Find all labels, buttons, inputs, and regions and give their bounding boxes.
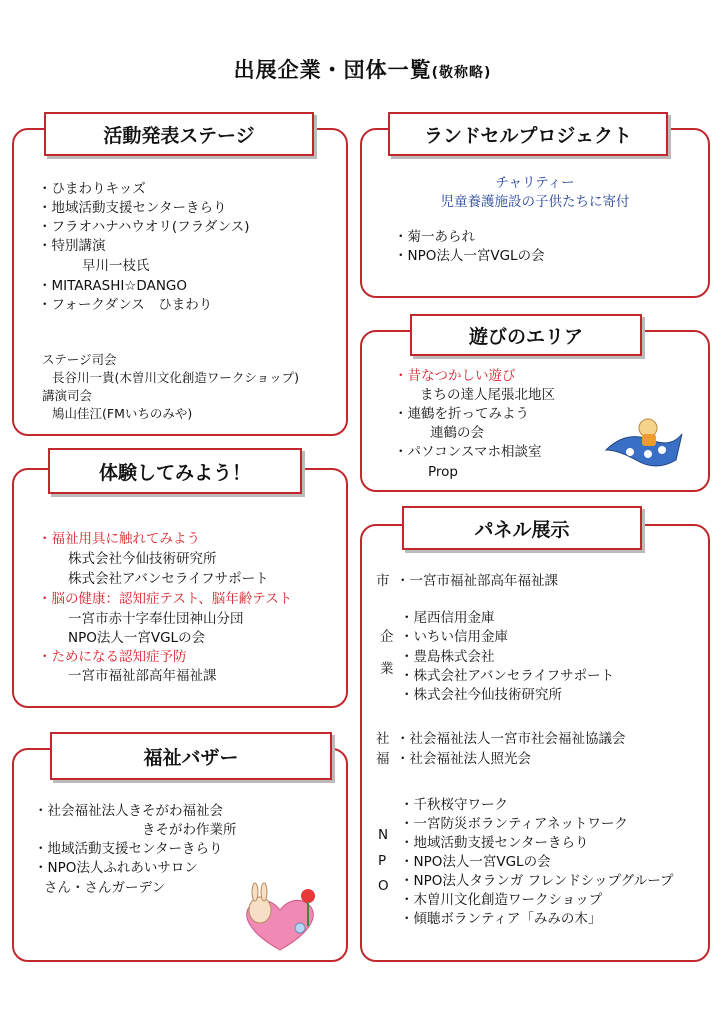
panel-corp-item: ・株式会社アバンセライフサポート bbox=[400, 668, 615, 684]
stage-lecture-name: 鳩山佳江(FMいちのみや) bbox=[52, 406, 193, 421]
stage-item: ・フラオハナハウオリ(フラダンス) bbox=[38, 219, 250, 235]
panel-welfare-item: ・社会福祉法人照光会 bbox=[396, 751, 531, 767]
experience-item: ・脳の健康：認知症テスト、脳年齢テスト bbox=[38, 591, 293, 607]
randoseru-charity: チャリティー bbox=[495, 175, 575, 191]
panel-welfare-label: 福 bbox=[376, 751, 390, 767]
panel-city-label: 市 bbox=[376, 573, 390, 589]
panel-welfare-item: ・社会福祉法人一宮市社会福祉協議会 bbox=[396, 731, 626, 747]
randoseru-header: ランドセルプロジェクト bbox=[388, 112, 668, 156]
panel-npo-item: ・傾聴ボランティア「みみの木」 bbox=[400, 911, 602, 927]
stage-mc-name: 長谷川一貴(木曽川文化創造ワークショップ) bbox=[52, 370, 300, 385]
bazaar-item: ・社会福祉法人きそがわ福祉会 bbox=[34, 803, 223, 819]
panel-npo-item: ・NPO法人一宮VGLの会 bbox=[400, 854, 551, 870]
page-title bbox=[0, 54, 725, 84]
play-item: Prop bbox=[428, 464, 458, 480]
panel-npo-item: ・木曽川文化創造ワークショップ bbox=[400, 892, 603, 908]
panel-npo-label: O bbox=[378, 878, 389, 894]
experience-item: 一宮市福祉部高年福祉課 bbox=[68, 668, 217, 684]
panel-corp-item: ・株式会社今仙技術研究所 bbox=[400, 687, 562, 703]
stage-item: ・MITARASHI☆DANGO bbox=[38, 278, 188, 294]
kite-illustration bbox=[596, 410, 686, 474]
play-item: ・連鶴を折ってみよう bbox=[394, 406, 529, 422]
experience-header: 体験してみよう！ bbox=[48, 448, 302, 494]
panel-corp-label: 業 bbox=[380, 661, 394, 677]
randoseru-charity-desc: 児童養護施設の子供たちに寄付 bbox=[440, 194, 630, 210]
experience-item: ・福祉用具に触れてみよう bbox=[38, 531, 200, 547]
title-note: (敬称略) bbox=[431, 65, 492, 81]
stage-lecture-label: 講演司会 bbox=[42, 388, 93, 403]
experience-item: NPO法人一宮VGLの会 bbox=[68, 630, 206, 646]
experience-item: ・ためになる認知症予防 bbox=[38, 649, 187, 665]
play-item: ・昔なつかしい遊び bbox=[394, 368, 516, 384]
panel-npo-label: P bbox=[378, 853, 387, 869]
panel-npo-item: ・NPO法人タランガ フレンドシップグループ bbox=[400, 873, 674, 889]
bazaar-item: ・地域活動支援センターきらり bbox=[34, 841, 223, 857]
experience-item: 一宮市赤十字奉仕団神山分団 bbox=[68, 611, 244, 627]
panel-npo-item: ・一宮防災ボランティアネットワーク bbox=[400, 816, 628, 832]
bazaar-header: 福祉バザー bbox=[50, 732, 332, 780]
bazaar-item: ・NPO法人ふれあいサロン bbox=[34, 860, 198, 876]
stage-item: 早川一枝氏 bbox=[82, 258, 150, 274]
panel-corp-item: ・いちい信用金庫 bbox=[400, 629, 508, 645]
panel-header: パネル展示 bbox=[402, 506, 642, 550]
randoseru-item: ・NPO法人一宮VGLの会 bbox=[394, 248, 545, 264]
panel-corp-label: 企 bbox=[380, 629, 394, 645]
rabbit-heart-illustration bbox=[230, 880, 330, 952]
panel-welfare-label: 社 bbox=[376, 731, 390, 747]
panel-npo-item: ・千秋桜守ワーク bbox=[400, 797, 508, 813]
play-item: まちの達人尾張北地区 bbox=[420, 387, 555, 403]
stage-item: ・地域活動支援センターきらり bbox=[38, 200, 227, 216]
play-header: 遊びのエリア bbox=[410, 314, 642, 356]
play-item: ・パソコンスマホ相談室 bbox=[394, 444, 542, 460]
stage-header: 活動発表ステージ bbox=[44, 112, 314, 156]
bazaar-item: さん・さんガーデン bbox=[44, 880, 166, 896]
panel-npo-label: N bbox=[378, 827, 389, 843]
stage-item: ・フォークダンス ひまわり bbox=[38, 297, 213, 313]
stage-mc-label: ステージ司会 bbox=[42, 352, 117, 367]
panel-npo-item: ・地域活動支援センターきらり bbox=[400, 835, 589, 851]
stage-item: ・特別講演 bbox=[38, 238, 106, 254]
panel-corp-item: ・豊島株式会社 bbox=[400, 649, 495, 665]
panel-city-item: ・一宮市福祉部高年福祉課 bbox=[396, 573, 558, 589]
randoseru-item: ・菊一あられ bbox=[394, 229, 475, 245]
experience-item: 株式会社今仙技術研究所 bbox=[68, 551, 217, 567]
panel-corp-item: ・尾西信用金庫 bbox=[400, 610, 495, 626]
bazaar-item: きそがわ作業所 bbox=[142, 822, 237, 838]
stage-item: ・ひまわりキッズ bbox=[38, 181, 146, 197]
play-item: 連鶴の会 bbox=[430, 425, 484, 441]
title-main: 出展企業・団体一覧 bbox=[233, 58, 432, 82]
experience-item: 株式会社アバンセライフサポート bbox=[68, 571, 269, 587]
